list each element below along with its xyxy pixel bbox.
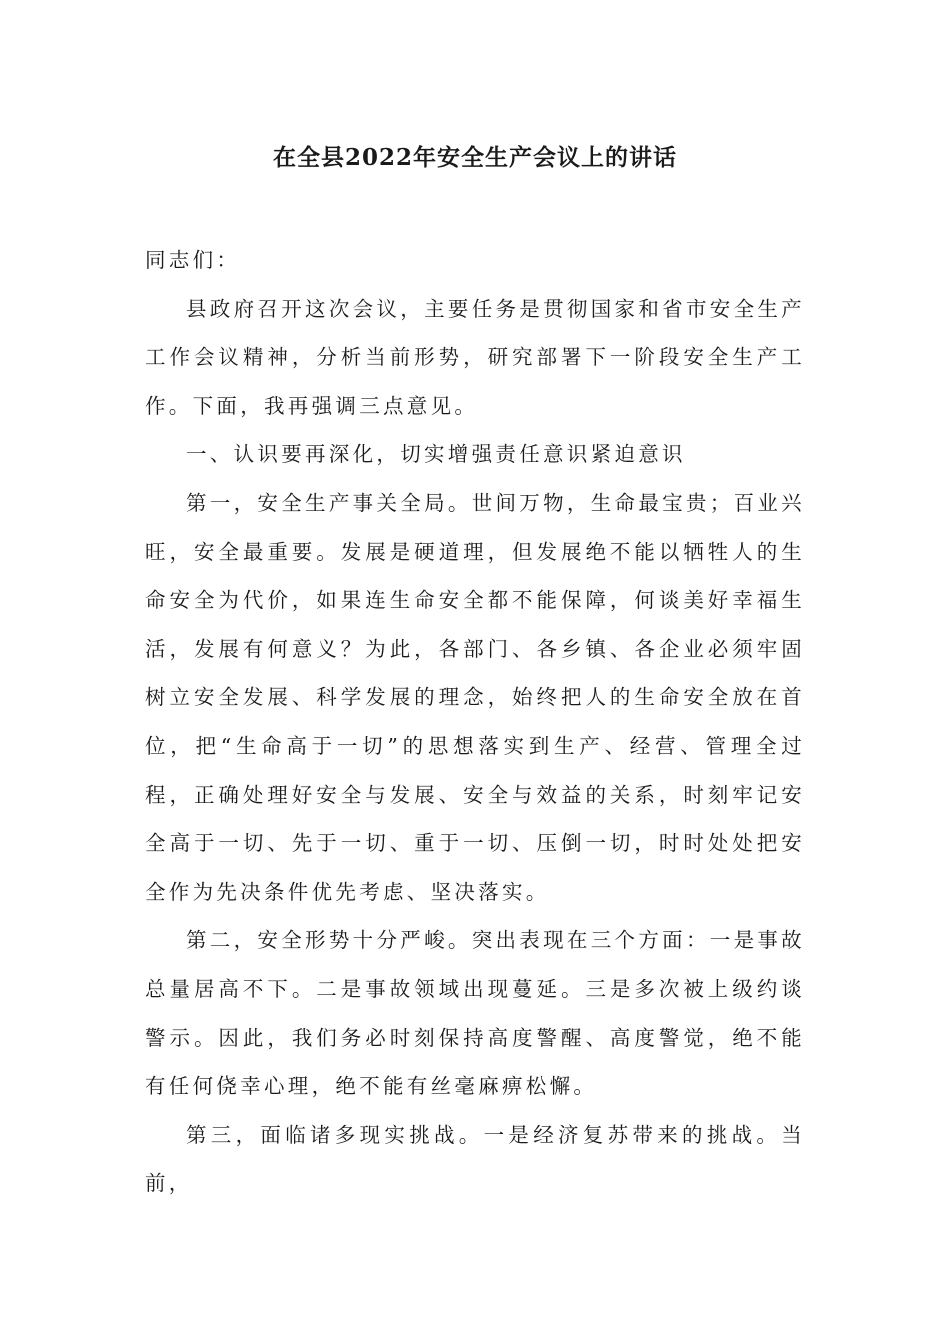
- salutation: 同志们：: [145, 248, 241, 272]
- paragraph-point-2: 第二，安全形势十分严峻。突出表现在三个方面：一是事故总量居高不下。二是事故领域出现蔓延。三是多次被上级约谈警示。因此，我们务必时刻保持高度警醒、高度警觉，绝不能有任何侥幸心理，绝不能有丝毫麻痹松懈。: [145, 928, 805, 1099]
- paragraph-intro: 县政府召开这次会议，主要任务是贯彻国家和省市安全生产工作会议精神，分析当前形势，研究部署下一阶段安全生产工作。下面，我再强调三点意见。: [145, 296, 805, 418]
- document-title: 在全县2022年安全生产会议上的讲话: [272, 144, 677, 171]
- paragraph-point-1: 第一，安全生产事关全局。世间万物，生命最宝贵；百业兴旺，安全最重要。发展是硬道理，但发展绝不能以牺牲人的生命安全为代价，如果连生命安全都不能保障，何谈美好幸福生活，发展有何意义？为此，各部门、各乡镇、各企业必须牢固树立安全发展、科学发展的理念，始终把人的生命安全放在首位，把“生命高于一切”的思想落实到生产、经营、管理全过程，正确处理好安全与发展、安全与效益的关系，时刻牢记安全高于一切、先于一切、重于一切、压倒一切，时时处处把安全作为先决条件优先考虑、坚决落实。: [145, 490, 805, 904]
- paragraph-point-3: 第三，面临诸多现实挑战。一是经济复苏带来的挑战。当前，: [145, 1122, 805, 1196]
- section-heading-1: 一、认识要再深化，切实增强责任意识紧迫意识: [186, 442, 686, 467]
- document-body: [145, 236, 805, 1208]
